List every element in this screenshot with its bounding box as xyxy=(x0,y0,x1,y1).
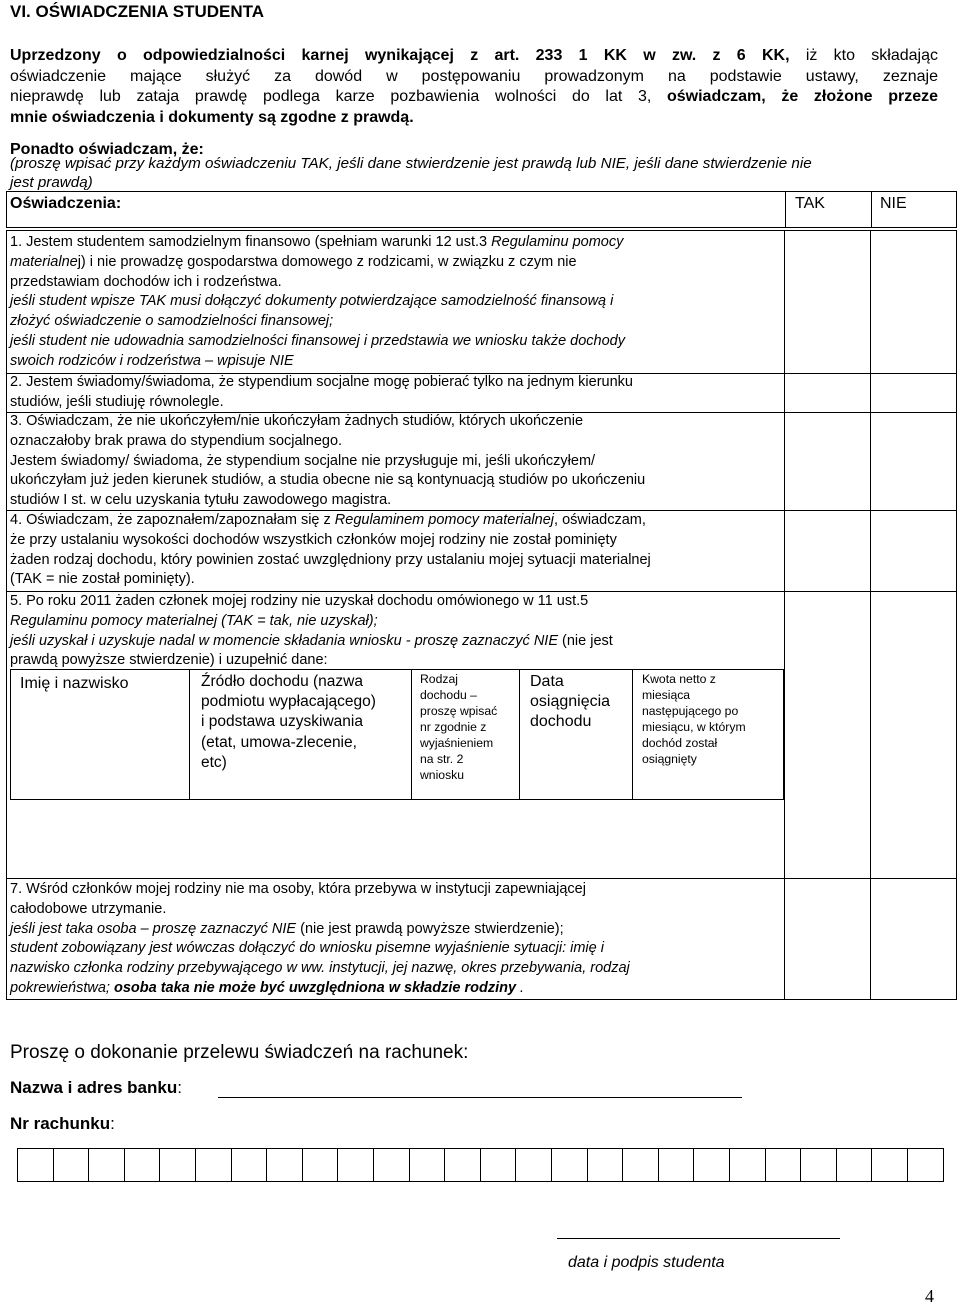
intro-line-3-bold: oświadczam, że złożone przeze xyxy=(651,88,939,105)
bank-input-line[interactable] xyxy=(218,1097,742,1098)
account-digit-box[interactable] xyxy=(337,1148,374,1182)
statement-7 xyxy=(10,880,630,999)
s4-line-1b: Regulaminem pomocy materialnej xyxy=(334,512,555,528)
nie-label: NIE xyxy=(880,195,907,212)
source-line-2: podmiotu wypłacającego) xyxy=(201,693,376,711)
note-line-1: (proszę wpisać przy każdym oświadczeniu TAK, jeśli dane stwierdzenie jest prawdą lub NIE, jeśli dane stwierdzenie nie xyxy=(10,155,812,172)
bank-label: Nazwa i adres banku xyxy=(10,1078,178,1097)
account-digit-box[interactable] xyxy=(195,1148,232,1182)
s7-line-6c: . xyxy=(516,979,525,996)
account-digit-box[interactable] xyxy=(551,1148,588,1182)
income-col-type xyxy=(420,671,497,783)
s7-line-2: całodobowe utrzymanie. xyxy=(10,900,167,917)
date-line-1: Data xyxy=(530,673,564,690)
s1-line-2a: materialne xyxy=(10,253,78,270)
account-digit-box[interactable] xyxy=(88,1148,125,1182)
account-digit-box[interactable] xyxy=(729,1148,766,1182)
account-digit-box[interactable] xyxy=(693,1148,730,1182)
income-col-source xyxy=(201,672,376,773)
s1-line-2b: j) i nie prowadzę gospodarstwa domowego z rodzicami, w związku z czym nie xyxy=(77,253,577,270)
account-digit-box[interactable] xyxy=(124,1148,161,1182)
source-line-1: Źródło dochodu (nazwa xyxy=(201,673,363,690)
date-line-3: dochodu xyxy=(530,713,592,731)
s1-line-4: jeśli student wpisze TAK musi dołączyć dokumenty potwierdzające samodzielność finansową i xyxy=(10,293,614,310)
intro-bold-lead: Uprzedzony o odpowiedzialności karnej wynikającej z art. 233 1 KK w zw. z 6 KK, xyxy=(10,47,790,64)
s5-line-1: 5. Po roku 2011 żaden członek mojej rodziny nie uzyskał dochodu omówionego w 11 ust.5 xyxy=(10,593,589,609)
transfer-request: Proszę o dokonanie przelewu świadczeń na rachunek: xyxy=(10,1042,469,1063)
account-digit-box[interactable] xyxy=(444,1148,481,1182)
account-digit-box[interactable] xyxy=(515,1148,552,1182)
instruction-note xyxy=(10,154,945,192)
income-col-date xyxy=(530,672,610,733)
source-line-5: etc) xyxy=(201,753,227,771)
declarations-header-row xyxy=(6,191,957,228)
account-digit-box[interactable] xyxy=(17,1148,54,1182)
s2-line-2: studiów, jeśli studiuję równolegle. xyxy=(10,393,224,410)
s7-line-5: nazwisko członka rodziny przebywającego w ww. instytucji, jej nazwę, okres przebywania, rodzaj xyxy=(10,960,630,977)
account-digit-box[interactable] xyxy=(266,1148,303,1182)
type-line-1: Rodzaj xyxy=(420,672,458,686)
account-label-row xyxy=(10,1114,115,1134)
bank-colon: : xyxy=(177,1078,182,1097)
type-line-4: nr zgodnie z xyxy=(420,720,487,734)
intro-paragraph xyxy=(10,46,938,128)
s1-line-5: złożyć oświadczenie o samodzielności finansowej; xyxy=(10,313,334,330)
intro-line-4: mnie oświadczenia i dokumenty są zgodne z prawdą. xyxy=(10,108,414,126)
amount-line-1: Kwota netto z xyxy=(642,672,716,686)
s5-line-3a: jeśli uzyskał i uzyskuje nadal w momencie składania wniosku - proszę zaznaczyć NIE xyxy=(10,632,559,649)
s3-line-5: studiów I st. w celu uzyskania tytułu zawodowego magistra. xyxy=(10,492,392,509)
intro-line-2: oświadczenie mające służyć za dowód w postępowaniu prowadzonym na podstawie ustawy, zeznaje xyxy=(10,67,938,85)
statement-4 xyxy=(10,511,651,590)
intro-rest-1: iż kto składając xyxy=(789,47,939,64)
income-col-amount xyxy=(642,671,746,767)
type-line-6: na str. 2 xyxy=(420,752,464,766)
type-line-5: wyjaśnieniem xyxy=(420,736,494,750)
account-digit-box[interactable] xyxy=(836,1148,873,1182)
statement-5 xyxy=(10,592,613,671)
s5-line-3b: (nie jest xyxy=(558,632,613,649)
source-line-4: (etat, umowa-zlecenie, xyxy=(201,733,357,751)
source-line-3: i podstawa uzyskiwania xyxy=(201,713,363,731)
s3-line-2: oznaczałoby brak prawa do stypendium socjalnego. xyxy=(10,432,343,449)
account-digit-box[interactable] xyxy=(658,1148,695,1182)
s1-line-1a: 1. Jestem studentem samodzielnym finansowo (spełniam warunki 12 ust.3 xyxy=(10,234,492,250)
s7-line-4: student zobowiązany jest wówczas dołączyć do wniosku pisemne wyjaśnienie sytuacji: imię i xyxy=(10,940,604,957)
s1-line-7: swoich rodziców i rodzeństwa – wpisuje NIE xyxy=(10,352,294,369)
s3-line-1: 3. Oświadczam, że nie ukończyłem/nie ukończyłam żadnych studiów, których ukończenie xyxy=(10,413,584,429)
account-digit-box[interactable] xyxy=(871,1148,908,1182)
page-number: 4 xyxy=(925,1286,934,1306)
account-digit-box[interactable] xyxy=(622,1148,659,1182)
s4-line-2: że przy ustalaniu wysokości dochodów wszystkich członków mojej rodziny nie został pominięty xyxy=(10,531,617,548)
account-digit-box[interactable] xyxy=(373,1148,410,1182)
s1-line-3: przedstawiam dochodów ich i rodzeństwa. xyxy=(10,273,282,290)
s7-line-3a: jeśli jest taka osoba – proszę zaznaczyć NIE xyxy=(10,920,297,937)
s2-line-1: 2. Jestem świadomy/świadoma, że stypendium socjalne mogę pobierać tylko na jednym kierunku xyxy=(10,374,633,390)
s1-line-6: jeśli student nie udowadnia samodzielności finansowej i przedstawia we wniosku także dochody xyxy=(10,332,625,349)
s4-line-4: (TAK = nie został pominięty). xyxy=(10,571,195,588)
account-digit-box[interactable] xyxy=(800,1148,837,1182)
type-line-3: proszę wpisać xyxy=(420,704,498,718)
s7-line-6a: pokrewieństwa; xyxy=(10,979,110,996)
statement-2 xyxy=(10,373,633,413)
date-line-2: osiągnięcia xyxy=(530,693,611,711)
signature-line[interactable] xyxy=(557,1238,840,1239)
account-digit-box[interactable] xyxy=(231,1148,268,1182)
amount-line-4: miesiącu, w którym xyxy=(642,720,746,734)
s7-line-6b: osoba taka nie może być uwzględniona w składzie rodziny xyxy=(109,979,517,996)
declarations-label: Oświadczenia: xyxy=(10,195,122,212)
ponadto-heading: Ponadto oświadczam, że: xyxy=(10,141,204,158)
s5-line-4: prawdą powyższe stwierdzenie) i uzupełnić dane: xyxy=(10,652,328,669)
intro-line-3-plain: nieprawdę lub zataja prawdę podlega karze pozbawienia wolności do lat 3, xyxy=(10,88,652,105)
signature-caption: data i podpis studenta xyxy=(568,1254,725,1271)
note-line-2: jest prawdą) xyxy=(10,174,93,191)
income-col-name: Imię i nazwisko xyxy=(20,675,129,692)
statement-3 xyxy=(10,412,645,511)
account-digit-box[interactable] xyxy=(53,1148,90,1182)
account-digit-box[interactable] xyxy=(409,1148,446,1182)
account-digit-box[interactable] xyxy=(907,1148,944,1182)
amount-line-3: następującego po xyxy=(642,704,739,718)
account-label: Nr rachunku xyxy=(10,1114,111,1133)
account-digit-box[interactable] xyxy=(159,1148,196,1182)
amount-line-5: dochód został xyxy=(642,736,718,750)
s4-line-1a: 4. Oświadczam, że zapoznałem/zapoznałam się z xyxy=(10,512,335,528)
type-line-7: wniosku xyxy=(420,768,465,782)
type-line-2: dochodu – xyxy=(420,688,477,702)
s1-line-1b: Regulaminu pomocy xyxy=(491,234,624,250)
s4-line-1c: , oświadczam, xyxy=(554,512,646,528)
amount-line-6: osiągnięty xyxy=(642,752,697,766)
s3-line-4: ukończyłam już jeden kierunek studiów, a studia obecne nie są kontynuacją studiów po ukończeniu xyxy=(10,472,646,489)
statement-1 xyxy=(10,233,625,372)
account-digit-box[interactable] xyxy=(765,1148,802,1182)
s5-line-2: Regulaminu pomocy materialnej (TAK = tak, nie uzyskał); xyxy=(10,612,378,629)
account-digit-box[interactable] xyxy=(587,1148,624,1182)
bank-label-row xyxy=(10,1078,182,1098)
s7-line-1: 7. Wśród członków mojej rodziny nie ma osoby, która przebywa w instytucji zapewniającej xyxy=(10,881,586,897)
section-title: VI. OŚWIADCZENIA STUDENTA xyxy=(10,2,265,21)
s3-line-3: Jestem świadomy/ świadoma, że stypendium socjalne nie przysługuje mi, jeśli ukończyłem/ xyxy=(10,452,596,469)
account-digit-box[interactable] xyxy=(480,1148,517,1182)
amount-line-2: miesiąca xyxy=(642,688,691,702)
account-digit-box[interactable] xyxy=(302,1148,339,1182)
account-colon: : xyxy=(110,1114,115,1133)
s4-line-3: żaden rodzaj dochodu, który powinien zostać uwzględniony przy ustalaniu mojej sytuacji materialnej xyxy=(10,551,651,568)
tak-label: TAK xyxy=(795,195,825,212)
s7-line-3b: (nie jest prawdą powyższe stwierdzenie); xyxy=(296,920,564,937)
